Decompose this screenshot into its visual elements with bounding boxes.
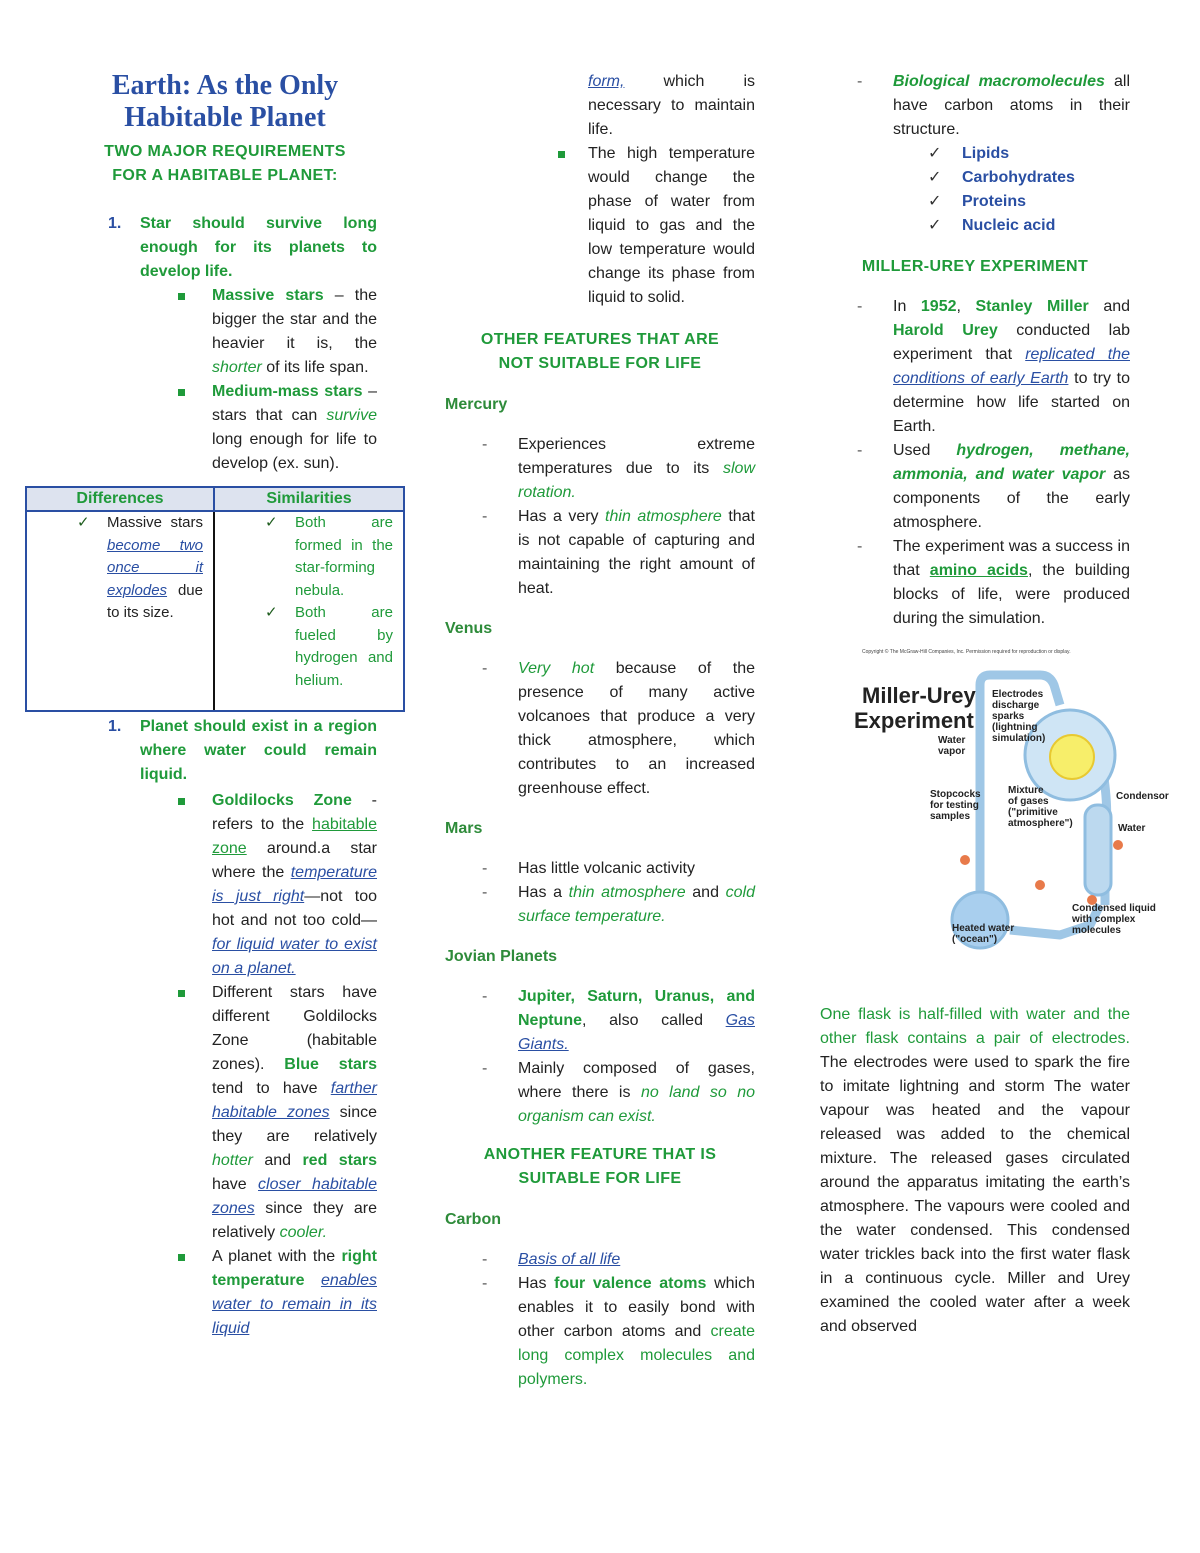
goldilocks-item: Goldilocks Zone - refers to the habitable zone around.a star where the temperature is just right—not too hot and not too cold—for liquid water to exist on a planet. (70, 789, 377, 981)
miller-urey-diagram (854, 645, 1169, 965)
stopcock-icon (960, 855, 970, 865)
label-heated-water: Heated water (952, 923, 1015, 934)
svg-text:samples: samples (930, 811, 971, 822)
page-title: Earth: As the Only Habitable Planet (111, 70, 339, 133)
column-2 (445, 70, 757, 1392)
svg-text:("primitive: ("primitive (1008, 807, 1058, 818)
figure-title-line2: Experiment (854, 708, 974, 733)
right-temperature-item: A planet with the right temperature enables water to remain in its liquid (70, 1245, 377, 1341)
bullet-square-icon (178, 293, 185, 300)
table-header-differences: Differences (26, 487, 214, 511)
suitable-heading: ANOTHER FEATURE THAT IS SUITABLE FOR LIFE (483, 1146, 717, 1187)
label-mixture: Mixture (1008, 785, 1044, 796)
list-item: - Basis of all life (482, 1251, 621, 1268)
list-item: - Mainly composed of gases, where there is no land so no organism can exist. (482, 1060, 756, 1125)
label-water-vapor: Water (938, 735, 966, 746)
label-stopcocks: Stopcocks (930, 789, 981, 800)
svg-text:("ocean"): ("ocean") (952, 934, 998, 945)
list-item: - Used hydrogen, methane, ammonia, and water vapor as components of the early atmosphere. (857, 442, 1130, 531)
massive-stars-item: Massive stars – the bigger the star and the heavier it is, the shorter of its life span. (70, 284, 377, 380)
list-item: - In 1952, Stanley Miller and Harold Urey conducted lab experiment that replicated the conditions of early Earth to try to determine how life started on Earth. (857, 298, 1131, 435)
macromolecule-item: ✓ Nucleic acid (820, 214, 1132, 238)
svg-text:of gases: of gases (1008, 796, 1049, 807)
macromolecule-item: ✓ Proteins (820, 190, 1132, 214)
figure-copyright: Copyright © The McGraw-Hill Companies, Inc. Permission required for reproduction or display. (862, 649, 1071, 655)
bullet-square-icon (178, 798, 185, 805)
jovian-heading: Jovian Planets (445, 948, 558, 965)
svg-text:for testing: for testing (930, 800, 979, 811)
requirements-heading: TWO MAJOR REQUIREMENTS FOR A HABITABLE PLANET: (104, 143, 346, 184)
checkmark-icon: ✓ (265, 604, 278, 621)
svg-text:sparks: sparks (992, 711, 1025, 722)
checkmark-icon: ✓ (928, 217, 942, 234)
list-item: - Has a very thin atmosphere that is not capable of capturing and maintaining the right amount of heat. (482, 508, 756, 597)
label-water: Water (1118, 823, 1146, 834)
bullet-square-icon (178, 1254, 185, 1261)
column-3 (820, 70, 1169, 1339)
bullet-square-icon (178, 990, 185, 997)
carbon-heading: Carbon (445, 1211, 501, 1228)
list-item: - Has four valence atoms which enables it to easily bond with other carbon atoms and create long complex molecules and polymers. (482, 1275, 755, 1388)
list-item: - Has little volcanic activity (482, 860, 695, 877)
table-header-similarities: Similarities (214, 487, 404, 511)
mercury-list (445, 433, 757, 601)
mercury-heading: Mercury (445, 396, 508, 413)
svg-text:simulation): simulation) (992, 733, 1046, 744)
macromolecule-item: ✓ Carbohydrates (820, 166, 1132, 190)
lightning-spark (1050, 735, 1094, 779)
list-item: - Very hot because of the presence of many active volcanoes that produce a very thick atmosphere, which contributes to an increased greenhouse effect. (482, 660, 755, 797)
requirement-1-text: 1. Star should survive long enough for its planets to develop life. (108, 215, 377, 280)
svg-text:discharge: discharge (992, 700, 1040, 711)
stopcock-icon (1113, 840, 1123, 850)
condenser-tube (1085, 805, 1111, 895)
svg-text:atmosphere"): atmosphere") (1008, 818, 1073, 829)
high-temperature-item: The high temperature would change the phase of water from liquid to gas and the low temperature would change its phase from liquid to solid. (445, 142, 755, 310)
liquid-form-text: form, which is necessary to maintain life. (588, 73, 755, 138)
list-item: - Biological macromolecules all have carbon atoms in their structure. (857, 73, 1130, 138)
bullet-square-icon (178, 389, 185, 396)
mars-heading: Mars (445, 820, 483, 837)
differences-cell: ✓ Massive stars become two once it explodes due to its size. (26, 511, 214, 711)
miller-urey-list (820, 295, 1132, 631)
miller-urey-apparatus-image (854, 645, 1169, 965)
similarities-cell: ✓ Both are formed in the star-forming nebula. ✓ Both are fueled by hydrogen and helium. (214, 511, 404, 711)
svg-text:vapor: vapor (938, 746, 966, 757)
list-item: - Jupiter, Saturn, Uranus, and Neptune, also called Gas Giants. (482, 988, 755, 1053)
column-1 (70, 70, 393, 1341)
checkmark-icon: ✓ (928, 145, 942, 162)
requirement-2-text: 1. Planet should exist in a region where water could remain liquid. (108, 718, 377, 783)
checkmark-icon: ✓ (265, 514, 278, 531)
biological-macromolecules (820, 70, 1132, 238)
venus-list (445, 657, 757, 801)
checkmark-icon: ✓ (928, 193, 942, 210)
column-2-continuation (445, 70, 757, 310)
figure-title-line1: Miller-Urey (862, 683, 976, 708)
not-suitable-heading: OTHER FEATURES THAT ARE NOT SUITABLE FOR LIFE (480, 331, 720, 372)
label-condensed: Condensed liquid (1072, 903, 1156, 914)
label-condensor: Condensor (1116, 791, 1169, 802)
checkmark-icon: ✓ (928, 169, 942, 186)
list-item: - Has a thin atmosphere and cold surface temperature. (482, 884, 755, 925)
requirement-2 (70, 715, 380, 1341)
venus-heading: Venus (445, 620, 493, 637)
stopcock-icon (1035, 880, 1045, 890)
flask-paragraph: One flask is half-filled with water and the other flask contains a pair of electrodes. The electrodes were used to spark the fire to imitate lightning and storm The water vapour was heated and the vapour released was added to the chemical mixture. The released gases circulated around the apparatus imitating the earth’s atmosphere. The vapours were cooled and the water condensed. This condensed water trickles back into the first water flask in a continuous cycle. Miller and Urey examined the cooled water after a week and observed (820, 1006, 1130, 1335)
miller-urey-heading: MILLER-UREY EXPERIMENT (861, 258, 1089, 275)
svg-text:(lightning: (lightning (992, 722, 1038, 733)
svg-text:molecules: molecules (1072, 925, 1121, 936)
svg-text:with complex: with complex (1072, 914, 1136, 925)
bullet-square-icon (558, 151, 565, 158)
jovian-list (445, 985, 757, 1129)
checkmark-icon: ✓ (77, 514, 90, 531)
list-item: - Experiences extreme temperatures due to its slow rotation. (482, 436, 755, 501)
medium-stars-item: Medium-mass stars – stars that can survive long enough for life to develop (ex. sun). (70, 380, 377, 476)
different-stars-item: Different stars have different Goldilocks Zone (habitable zones). Blue stars tend to have farther habitable zones since they are relatively hotter and red stars have closer habitable zones since they are relatively cooler. (70, 981, 377, 1245)
comparison-table (25, 486, 405, 712)
list-item: - The experiment was a success in that amino acids, the building blocks of life, were produced during the simulation. (857, 538, 1130, 627)
mars-list (445, 857, 757, 929)
macromolecule-item: ✓ Lipids (820, 142, 1132, 166)
label-electrodes: Electrodes (992, 689, 1044, 700)
requirement-1 (70, 212, 380, 476)
carbon-list (445, 1248, 757, 1392)
